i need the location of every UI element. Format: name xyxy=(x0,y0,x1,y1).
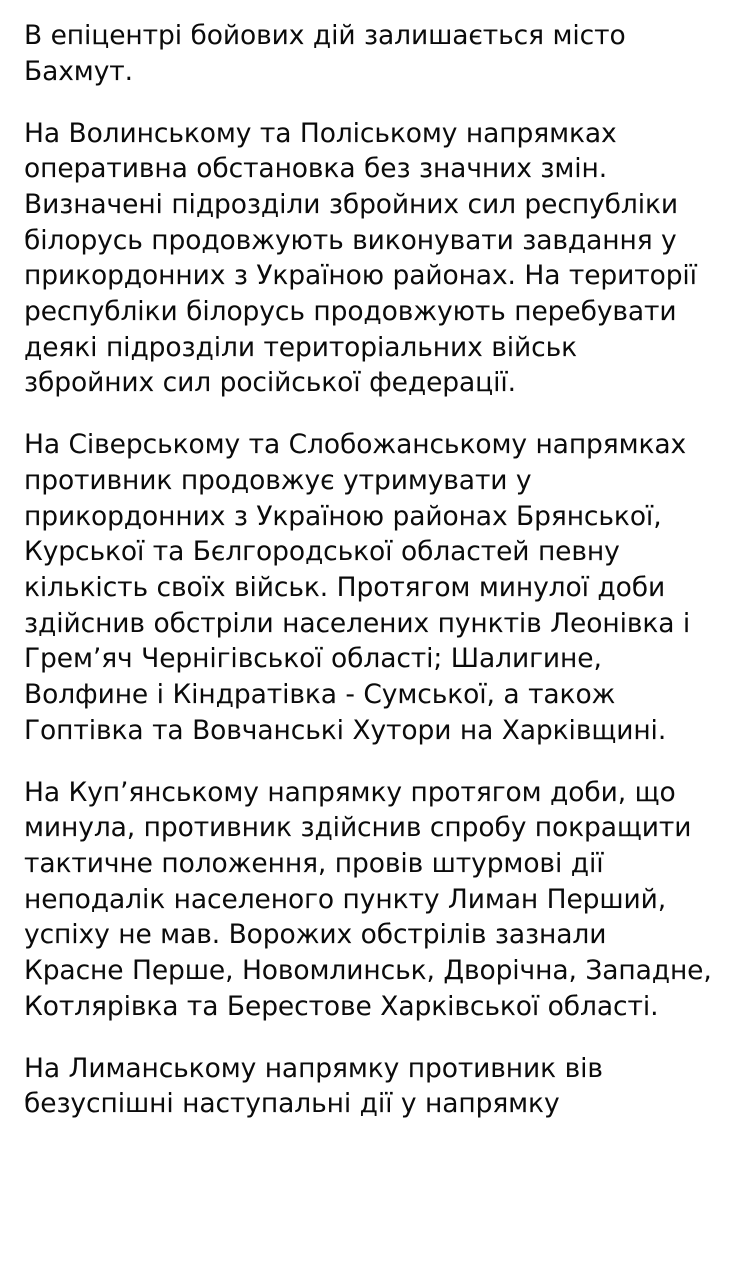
paragraph-1: В епіцентрі бойових дій залишається місто Бахмут. xyxy=(24,20,635,87)
paragraph-5: На Лиманському напрямку противник вів безуспішні наступальні дії у напрямку xyxy=(24,1052,612,1120)
paragraph-2: На Волинському та Поліському напрямках оперативна обстановка без значних змін. Визначені підрозділи збройних сил республіки білорусь продовжують виконувати завдання у прикордонних з Україною районах. На території республіки білорусь продовжують перебувати деякі підрозділи територіальних військ збройних сил російської федерації. xyxy=(24,117,706,399)
paragraph-4: На Куп’янському напрямку протягом доби, що минула, противник здійснив спробу покращити тактичне положення, провів штурмові дії неподалік населеного пункту Лиман Перший, успіху не мав. Ворожих обстрілів зазнали Красне Перше, Новомлинськ, Дворічна, Западне, Котлярівка та Берестове Харківської області. xyxy=(24,776,721,1022)
paragraph-3: На Сіверському та Слобожанському напрямках противник продовжує утримувати у прикордонних з Україною районах Брянської, Курської та Бєлгородської областей певну кількість своїх військ. Протягом минулої доби здійснив обстріли населених пунктів Леонівка і Грем’яч Чернігівської області; Шалигине, Волфине і Кіндратівка - Сумської, а також Гоптівка та Вовчанські Хутори на Харківщині. xyxy=(24,429,699,746)
report-text-body xyxy=(24,18,721,1122)
